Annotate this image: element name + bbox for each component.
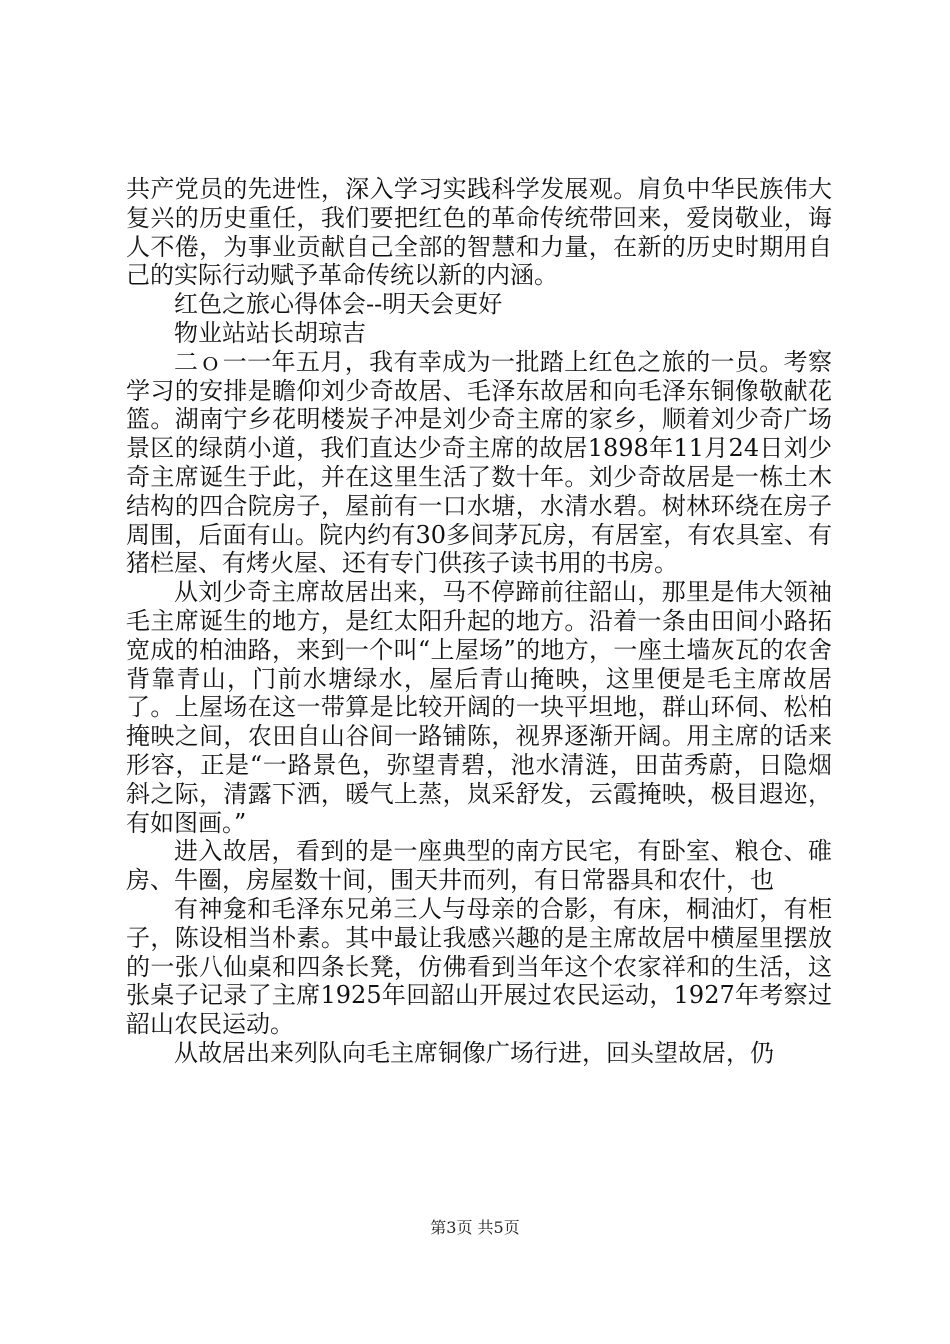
paragraph-shaoshan: 从刘少奇主席故居出来，马不停蹄前往韶山，那里是伟大领袖毛主席诞生的地方，是红太阳升起的地方。沿着一条由田间小路拓宽成的柏油路，来到一个叫“上屋场”的地方，一座土墙灰瓦的农舍背靠青山，门前水塘绿水，屋后青山掩映，这里便是毛主席故居了。上屋场在这一带算是比较开阔的一块平坦地，群山环伺、松柏掩映之间，农田自山谷间一路铺陈，视界逐渐开阔。用主席的话来形容，正是“一路景色，弥望青碧，池水清涟，田苗秀蔚，日隐烟斜之际，清露下洒，暖气上蒸，岚采舒发，云霞掩映，极目遐迩，有如图画。” xyxy=(126,578,832,837)
paragraph-statue-square: 从故居出来列队向毛主席铜像广场行进，回头望故居，仍 xyxy=(174,1038,774,1067)
paragraph-former-residence: 进入故居，看到的是一座典型的南方民宅，有卧室、粮仓、碓房、牛圈，房屋数十间，围天井而列，有日常器具和农什，也 xyxy=(126,837,832,895)
page-number: 第3页 共5页 xyxy=(430,1218,520,1237)
paragraph-liu-shaoqi: 二ｏ一一年五月，我有幸成为一批踏上红色之旅的一员。考察学习的安排是瞻仰刘少奇故居、毛泽东故居和向毛泽东铜像敬献花篮。湖南宁乡花明楼炭子冲是刘少奇主席的家乡，顺着刘少奇广场景区的绿荫小道，我们直达少奇主席的故居1898年11月24日刘少奇主席诞生于此，并在这里生活了数十年。刘少奇故居是一栋土木结构的四合院房子，屋前有一口水塘，水清水碧。树林环绕在房子周围，后面有山。院内约有30多间茅瓦房，有居室，有农具室、有猪栏屋、有烤火屋、还有专门供孩子读书用的书房。 xyxy=(126,347,832,578)
document-body xyxy=(126,175,832,1068)
essay-title: 红色之旅心得体会--明天会更好 xyxy=(174,290,503,319)
essay-author: 物业站站长胡琼吉 xyxy=(174,318,366,347)
paragraph-shrine: 有神龛和毛泽东兄弟三人与母亲的合影，有床，桐油灯，有柜子，陈设相当朴素。其中最让我感兴趣的是主席故居中横屋里摆放的一张八仙桌和四条长凳，仿佛看到当年这个农家祥和的生活，这张桌子记录了主席1925年回韶山开展过农民运动，1927年考察过韶山农民运动。 xyxy=(126,894,832,1039)
paragraph-party-member: 共产党员的先进性，深入学习实践科学发展观。肩负中华民族伟大复兴的历史重任，我们要把红色的革命传统带回来，爱岗敬业，诲人不倦，为事业贡献自己全部的智慧和力量，在新的历史时期用自己的实际行动赋予革命传统以新的内涵。 xyxy=(126,175,832,290)
